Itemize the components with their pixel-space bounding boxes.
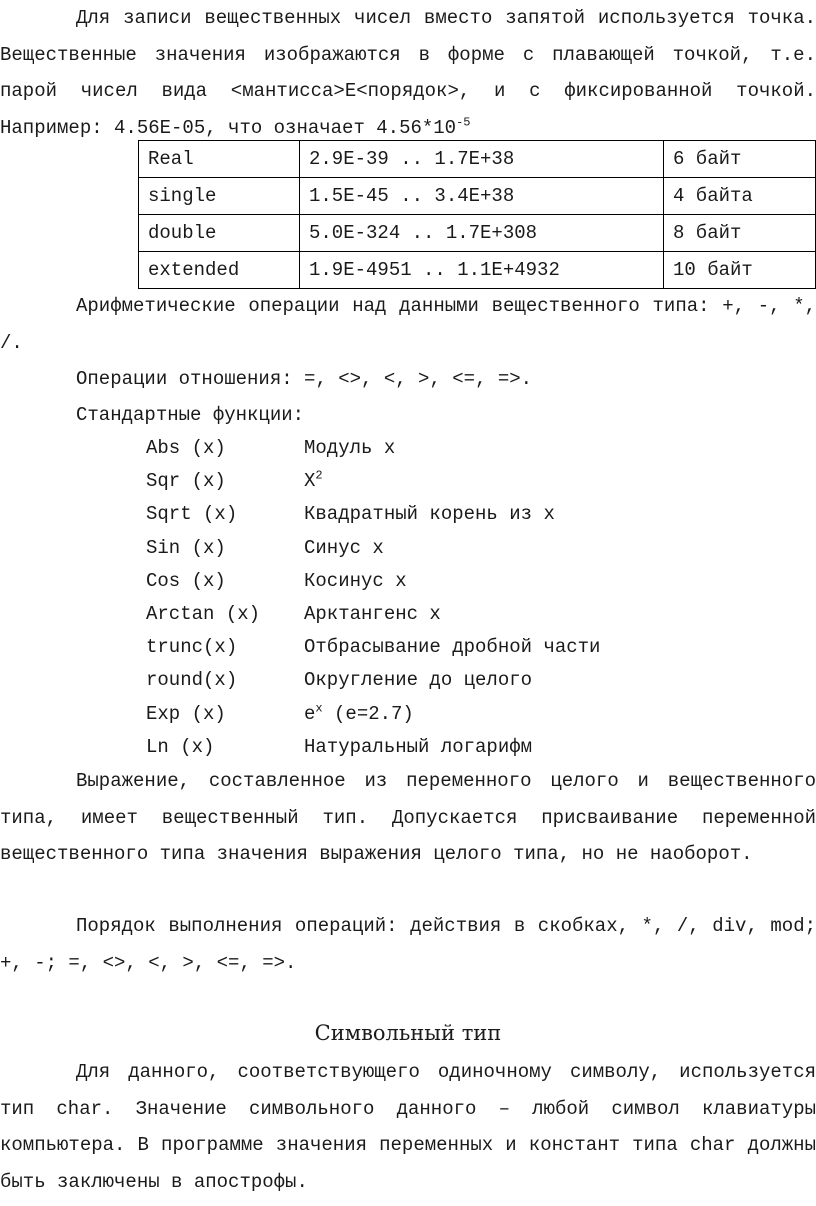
intro-paragraph (0, 0, 816, 146)
real-types-table (138, 140, 816, 289)
function-name: Sqrt (x) (146, 503, 238, 526)
type-range-cell: 2.9E-39 .. 1.7E+38 (300, 141, 664, 178)
char-type-paragraph: Для данного, соответствующего одиночному символу, используется тип char. Значение символьного данного – любой символ клавиатуры компьютера. В программе значения переменных и констант типа char должны быть заключены в апострофы. (0, 1061, 816, 1193)
function-name: Sin (x) (146, 536, 226, 559)
function-name: Sqr (x) (146, 470, 226, 493)
function-desc: Натуральный логарифм (304, 735, 533, 758)
function-name: Cos (x) (146, 569, 226, 592)
list-item (146, 432, 746, 465)
list-item (146, 664, 746, 697)
function-desc: Отбрасывание дробной части (304, 636, 601, 659)
section-heading: Символьный тип (314, 1021, 502, 1045)
function-desc: Синус x (304, 536, 384, 559)
list-item (146, 698, 746, 731)
list-item (146, 465, 746, 498)
function-name: Exp (x) (146, 702, 226, 725)
function-desc-wrap (304, 698, 414, 731)
type-range-cell: 1.9E-4951 .. 1.1E+4932 (300, 252, 664, 289)
type-size-cell: 8 байт (664, 215, 816, 252)
function-desc: X (304, 470, 316, 493)
table-row (139, 141, 816, 178)
type-name-cell: single (139, 178, 300, 215)
list-item (146, 532, 746, 565)
intro-text: Для записи вещественных чисел вместо запятой используется точка. Вещественные значения изображаются в форме с плавающей точкой, т.е. парой чисел вида <мантисса>E<порядок>, и с фиксированной точкой. Например: 4.56E-05, что означает 4.56*10 (0, 7, 816, 139)
list-item (146, 631, 746, 664)
order-paragraph: Порядок выполнения операций: действия в скобках, *, /, div, mod; +, -; =, <>, <, >, <=, =>. (0, 915, 816, 974)
function-desc-wrap (304, 465, 323, 498)
type-range-cell: 1.5E-45 .. 3.4E+38 (300, 178, 664, 215)
arith-ops-paragraph: Арифметические операции над данными вещественного типа: +, -, *, /. (0, 295, 816, 354)
type-range-cell: 5.0E-324 .. 1.7E+308 (300, 215, 664, 252)
function-desc-exponent: 2 (315, 468, 323, 483)
type-name-cell: double (139, 215, 300, 252)
function-name: trunc(x) (146, 636, 238, 659)
list-item (146, 565, 746, 598)
list-item (146, 731, 746, 764)
function-desc: Косинус x (304, 569, 407, 592)
function-name: round(x) (146, 669, 238, 692)
function-desc: Округление до целого (304, 669, 533, 692)
type-name-cell: extended (139, 252, 300, 289)
function-desc: Квадратный корень из x (304, 503, 555, 526)
type-name-cell: Real (139, 141, 300, 178)
std-functions-title: Стандартные функции: (76, 404, 305, 426)
type-size-cell: 4 байта (664, 178, 816, 215)
table-row (139, 252, 816, 289)
function-desc: Арктангенс x (304, 602, 441, 625)
intro-exponent: -5 (456, 115, 471, 130)
function-name: Abs (x) (146, 437, 226, 459)
relation-ops-paragraph: Операции отношения: =, <>, <, >, <=, =>. (76, 368, 533, 390)
table-row (139, 178, 816, 215)
function-desc: e (304, 702, 316, 725)
type-size-cell: 10 байт (664, 252, 816, 289)
list-item (146, 598, 746, 631)
list-item (146, 498, 746, 531)
function-desc-exponent: x (315, 701, 323, 716)
function-name: Ln (x) (146, 735, 215, 758)
function-desc: Модуль x (304, 437, 396, 459)
type-size-cell: 6 байт (664, 141, 816, 178)
table-row (139, 215, 816, 252)
functions-list (146, 432, 746, 764)
function-desc-tail: (e=2.7) (322, 702, 414, 725)
expression-paragraph: Выражение, составленное из переменного целого и вещественного типа, имеет вещественный тип. Допускается присваивание переменной вещественного типа значения выражения целого типа, но не наоборот. (0, 770, 816, 865)
function-name: Arctan (x) (146, 602, 261, 625)
